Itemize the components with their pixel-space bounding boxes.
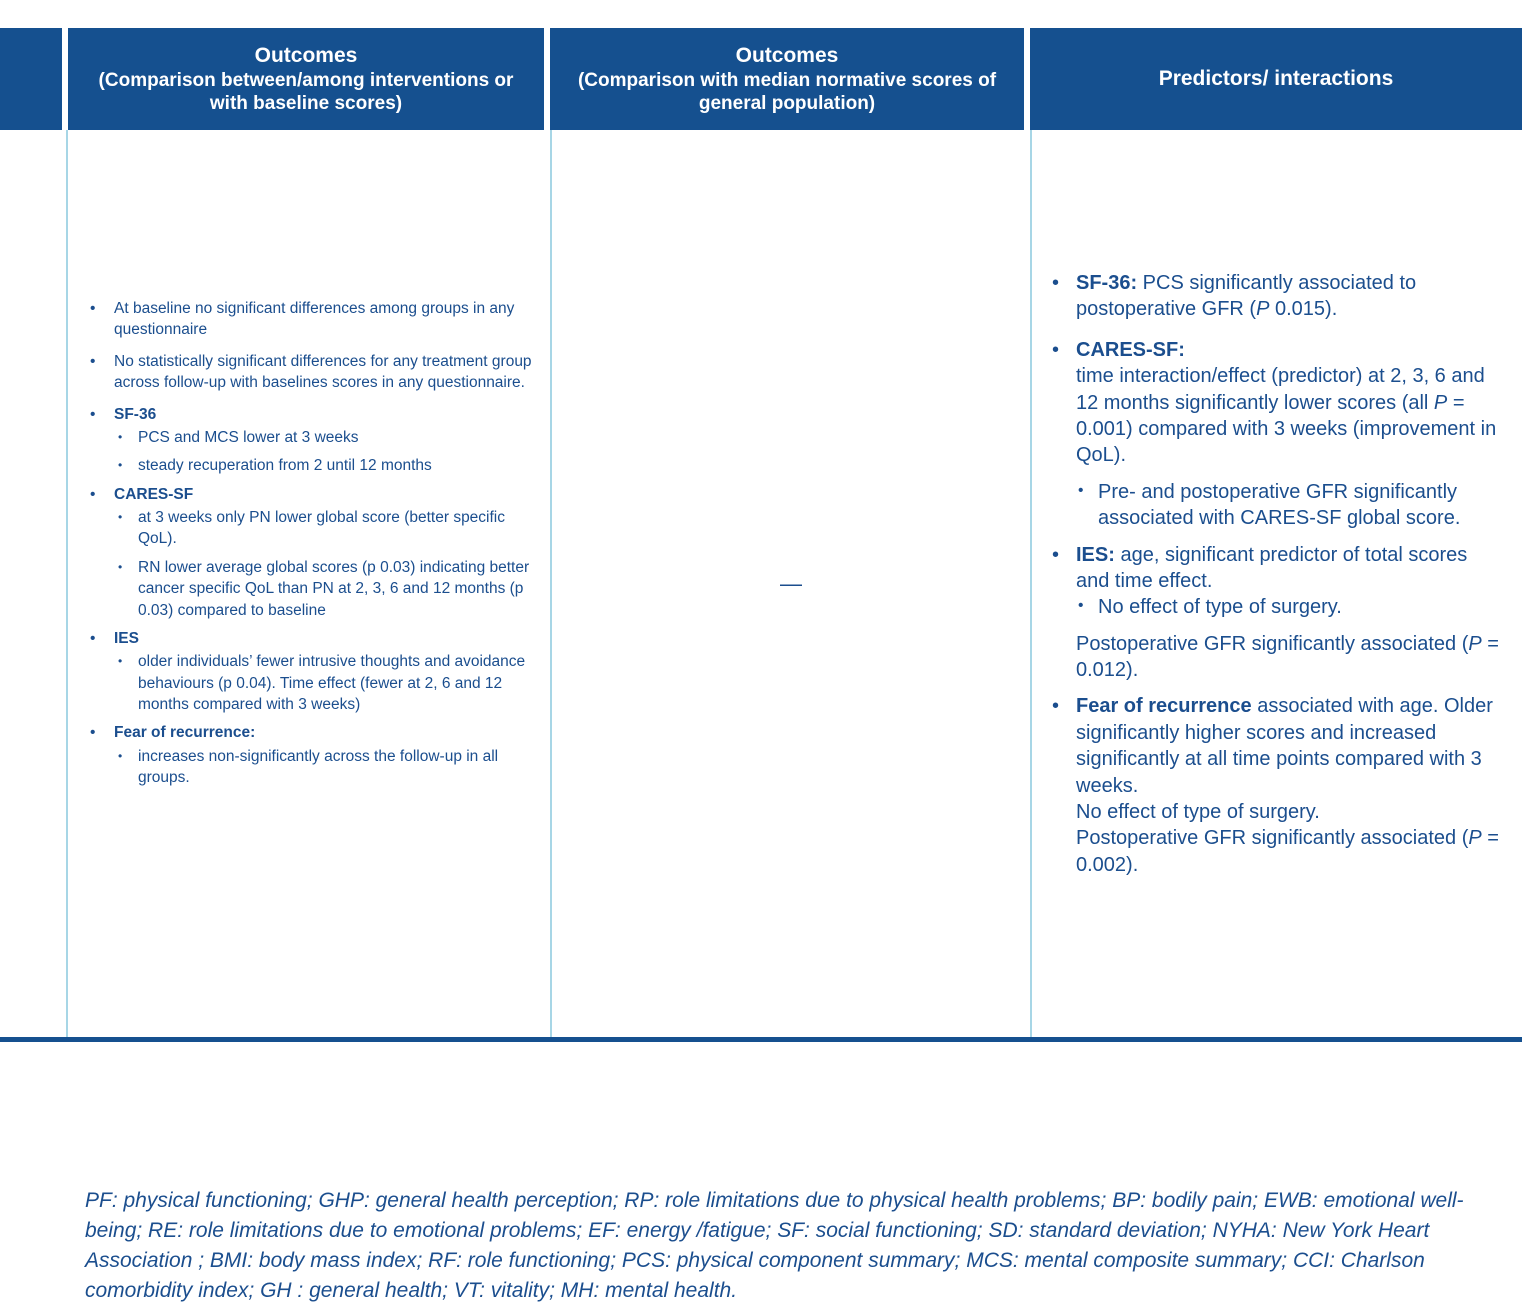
table-body-row — [0, 130, 1522, 1042]
outcomes-interventions-list — [90, 298, 538, 789]
list-item-text: at 3 weeks only PN lower global score (better specific QoL). — [138, 509, 505, 548]
bullet-icon: • — [90, 724, 96, 742]
bullet-icon: • — [118, 654, 123, 669]
list-item-text: older individuals’ fewer intrusive thoughts and avoidance behaviours (p 0.04). Time effect (fewer at 2, 6 and 12 months compared with 3 weeks) — [138, 653, 526, 713]
header-title: Predictors/ interactions — [1158, 67, 1394, 91]
list-item-text: time interaction/effect (predictor) at 2, 3, 6 and 12 months significantly lower scores (all P = 0.001) compared with 3 weeks (improvement in QoL). — [1076, 365, 1497, 467]
list-item — [90, 722, 538, 743]
list-item-text: CARES-SF: — [1076, 338, 1185, 361]
list-item-text: steady recuperation from 2 until 12 months — [138, 457, 432, 475]
list-item-text: CARES-SF — [114, 485, 194, 503]
col-predictors-interactions — [1030, 130, 1522, 1037]
header-outcomes-interventions — [68, 28, 544, 130]
col-outcomes-normative — [550, 130, 1030, 1037]
list-item-text: No effect of type of surgery. — [1076, 801, 1320, 824]
list-item-text: IES — [114, 629, 139, 647]
list-item — [118, 651, 538, 715]
list-item — [1052, 337, 1506, 363]
col-outcomes-interventions — [66, 130, 550, 1037]
header-cell-stub — [0, 28, 62, 130]
list-item — [118, 746, 538, 789]
bullet-icon: • — [90, 405, 96, 423]
list-item — [118, 455, 538, 476]
bullet-icon: • — [1052, 272, 1060, 294]
list-item — [1052, 363, 1506, 469]
bullet-icon: • — [1052, 543, 1060, 566]
list-item — [1078, 479, 1506, 532]
list-item — [1052, 799, 1506, 825]
list-item-text: Fear of recurrence: — [114, 724, 256, 742]
bullet-icon: • — [1078, 597, 1084, 615]
bullet-icon: • — [118, 559, 123, 574]
bullet-icon: • — [1052, 338, 1060, 361]
list-item — [90, 404, 538, 425]
bullet-icon: • — [90, 352, 96, 370]
list-item — [1052, 270, 1506, 323]
list-item — [1052, 542, 1506, 595]
abbreviations-footnote: PF: physical functioning; GHP: general health perception; RP: role limitations due to physical health problems; BP: bodily pain; EWB: emotional well-being; RE: role limitations due to emotional problems; EF: energy /fatigue; SF: social functioning; SD: standard deviation; NYHA: New York Heart Association ; BMI: body mass index; RF: role functioning; PCS: physical component summary; MCS: mental composite summary; CCI: Charlson comorbidity index; GH : general health; VT: vitality; MH: mental health. — [85, 1189, 1464, 1303]
list-item-text: No effect of type of surgery. — [1098, 596, 1342, 619]
list-item — [118, 427, 538, 448]
list-item-text: SF-36 — [114, 405, 157, 423]
bullet-icon: • — [90, 300, 96, 317]
predictors-interactions-list — [1052, 270, 1506, 878]
list-item — [118, 507, 538, 550]
bullet-icon: • — [90, 629, 96, 647]
list-item-text: Postoperative GFR significantly associated (P = 0.002). — [1076, 827, 1499, 876]
list-item-text: No statistically significant differences for any treatment group across follow-up with baselines scores in any questionnaire. — [114, 352, 532, 392]
header-predictors-interactions — [1030, 28, 1522, 130]
bullet-icon: • — [118, 458, 123, 473]
bullet-icon: • — [1078, 481, 1084, 499]
list-item-text: RN lower average global scores (p 0.03) indicating better cancer specific QoL than PN at 2, 3, 6 and 12 months (p 0.03) compared to baseline — [138, 558, 530, 619]
list-item — [1052, 693, 1506, 799]
list-item — [1078, 594, 1506, 620]
list-item — [118, 557, 538, 621]
list-item — [90, 484, 538, 505]
header-title: Outcomes — [735, 44, 839, 68]
list-item — [90, 298, 538, 341]
table-header-row — [0, 28, 1522, 130]
list-item — [90, 351, 538, 394]
header-subtitle: (Comparison between/among interventions or with baseline scores) — [98, 69, 514, 114]
bullet-icon: • — [90, 485, 96, 503]
header-title: Outcomes — [254, 44, 358, 68]
list-item-text: increases non-significantly across the follow-up in all groups. — [138, 747, 499, 787]
list-item-text: IES: age, significant predictor of total scores and time effect. — [1076, 543, 1468, 592]
list-item — [90, 628, 538, 649]
list-item-text: Fear of recurrence associated with age. Older significantly higher scores and increased significantly at all time points compared with 3 weeks. — [1076, 695, 1493, 797]
bullet-icon: • — [118, 429, 123, 444]
list-item-text: At baseline no significant differences among groups in any questionnaire — [114, 300, 515, 339]
list-item — [1052, 825, 1506, 878]
header-outcomes-normative — [550, 28, 1024, 130]
list-item-text: Postoperative GFR significantly associated (P = 0.012). — [1076, 632, 1499, 682]
no-data-dash: — — [780, 570, 802, 596]
header-subtitle: (Comparison with median normative scores of general population) — [577, 69, 997, 114]
list-item-text: Pre- and postoperative GFR significantly associated with CARES-SF global score. — [1098, 480, 1461, 530]
bullet-icon: • — [118, 510, 123, 524]
list-item — [1052, 631, 1506, 684]
bullet-icon: • — [118, 748, 123, 763]
list-item-text: SF-36: PCS significantly associated to postoperative GFR (P 0.015). — [1076, 272, 1417, 321]
body-cell-stub — [0, 130, 66, 1037]
list-item-text: PCS and MCS lower at 3 weeks — [138, 428, 359, 446]
bullet-icon: • — [1052, 695, 1060, 718]
